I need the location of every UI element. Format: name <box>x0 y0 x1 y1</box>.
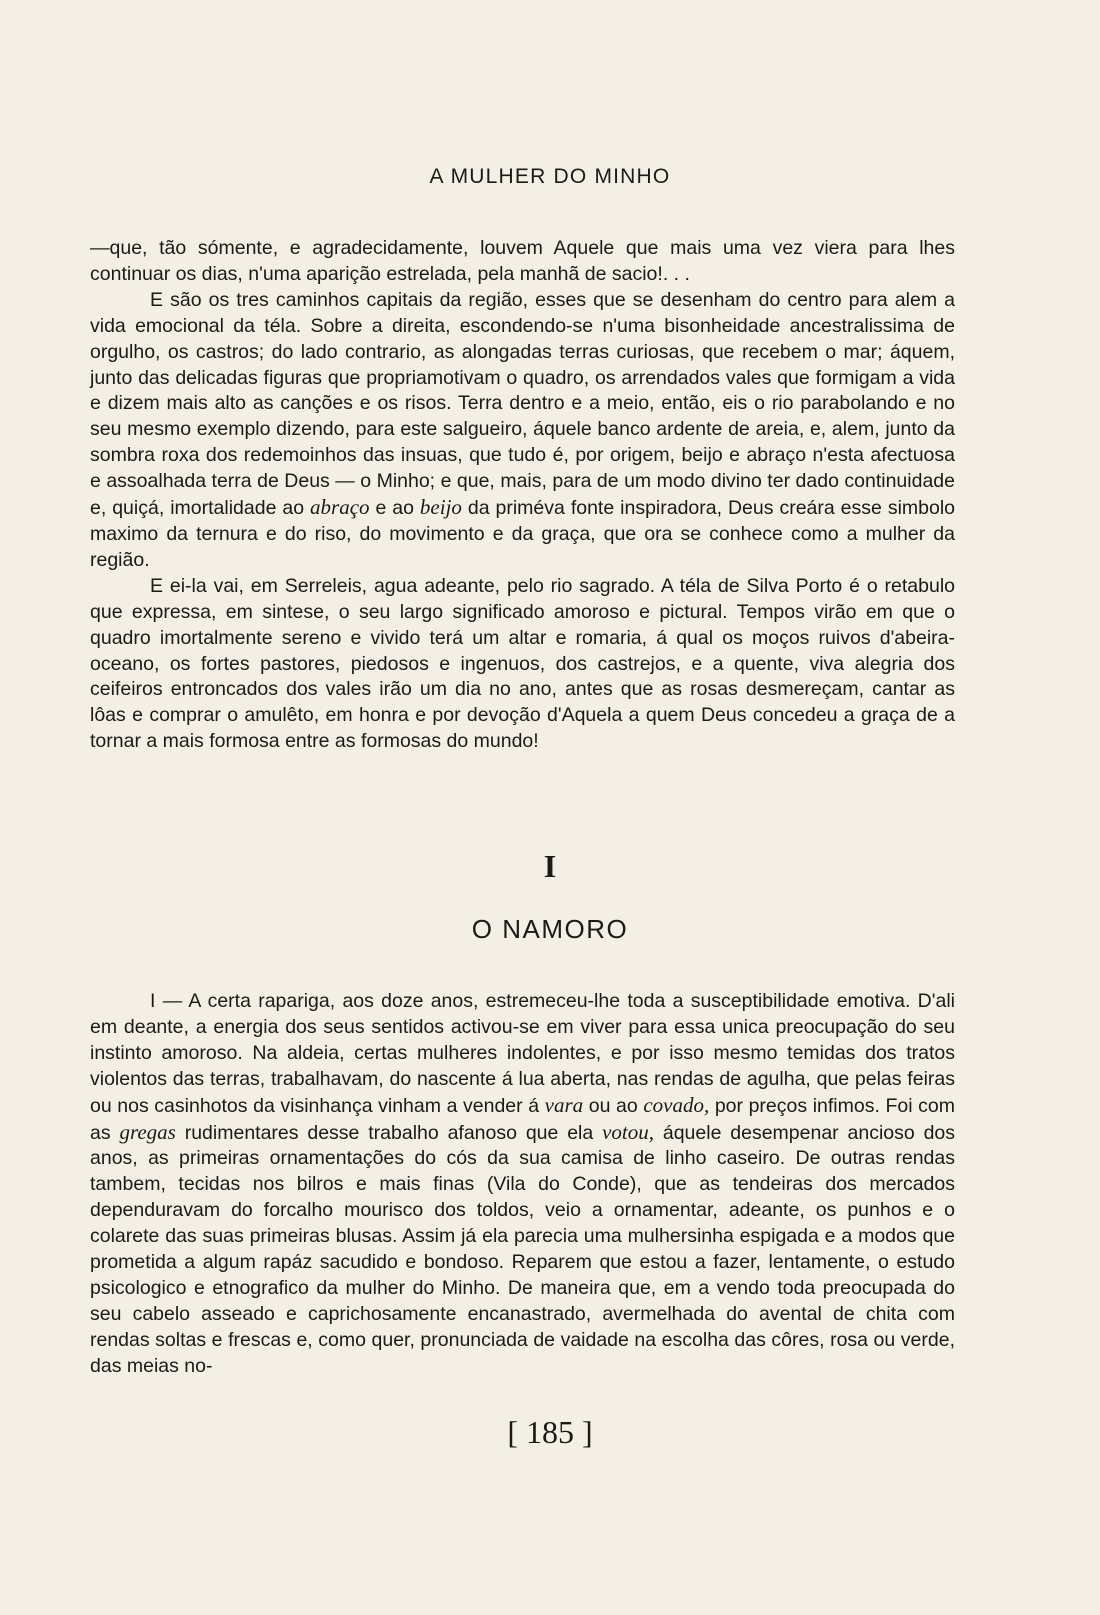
italic-word: beijo <box>419 495 462 520</box>
running-head: A MULHER DO MINHO <box>429 165 671 188</box>
intro-text-block <box>90 236 955 755</box>
text-span: por preços infimos. Foi com as <box>90 1094 955 1144</box>
italic-word: vara <box>544 1092 584 1117</box>
paragraph: E ei-la vai, em Serreleis, agua adeante, pelo rio sagrado. A téla de Silva Porto é o retabulo que expressa, em sintese, o seu largo significado amoroso e pictural. Tempos virão em que o quadro imortalmente sereno e vivido terá um altar e romaria, á qual os moços ruivos d'abeira-oceano, os fortes pastores, piedosos e ingenuos, dos castrejos, e a quente, viva alegria dos ceifeiros entroncados dos vales irão um dia no ano, antes que as rosas desmereçam, cantar as lôas e comprar o amulêto, em honra e por devoção d'Aquela a quem Deus concedeu a graça de a tornar a mais formosa entre as formosas do mundo! <box>90 574 955 753</box>
text-span: rudimentares desse trabalho afanoso que ela <box>184 1121 594 1144</box>
text-span: da priméva fonte inspiradora, Deus creára esse simbolo maximo da ternura e do riso, do movimento e da graça, que ora se conhece como a mulher da região. <box>90 497 956 571</box>
section-text-block <box>90 989 955 1380</box>
paragraph <box>90 989 955 1380</box>
section-numeral: I <box>543 848 557 884</box>
italic-word: gregas <box>119 1119 176 1144</box>
text-span: E são os tres caminhos capitais da região, esses que se desenham do centro para alem a vida emocional da téla. Sobre a direita, escondendo-se n'uma bisonheidade ancestralissima de orgulho, os castros; do lado contrario, as alongadas terras curiosas, que recebem o mar; áquem, junto das delicadas figuras que propriamotivam o quadro, os arrendados vales que formigam a vida e dizem mais alto as canções e os risos. Terra dentro e a meio, então, eis o rio parabolando e no seu mesmo exemplo dizendo, para este salgueiro, áquele banco ardente de areia, e, alem, junto da sombra roxa dos redemoinhos das insuas, que tudo é, por origem, beijo e abraço n'esta afectuosa e assoalhada terra de Deus — o Minho; e que, mais, para de um modo divino ter dado continuidade e, quiçá, imortalidade ao <box>90 288 955 520</box>
text-span: I — A certa rapariga, aos doze anos, estremeceu-lhe toda a susceptibilidade emotiva. D'ali em deante, a energia dos seus sentidos activou-se em viver para essa unica preocupação do seu instinto amoroso. Na aldeia, certas mulheres indolentes, e por isso mesmo temidas dos tratos violentos das terras, trabalhavam, do nascente á lua aberta, nas rendas de agulha, que pelas feiras ou nos casinhotos da visinhança vinham a vender á <box>90 990 955 1117</box>
italic-word: abraço <box>310 495 370 520</box>
paragraph <box>90 288 955 574</box>
text-span: e ao <box>375 497 414 520</box>
section-title: O NAMORO <box>471 914 629 944</box>
italic-word: covado, <box>643 1092 710 1117</box>
text-span: áquele desempenar ancioso dos anos, as primeiras ornamentações do cós da sua camisa de linho caseiro. De outras rendas tambem, tecidas nos bilros e mais finas (Vila do Conde), que as tendeiras dos mercados dependuravam do forcalho mourisco dos toldos, veio a ornamentar, adeante, os punhos e o colarete das suas primeiras blusas. Assim já ela parecia uma mulhersinha espigada e a modos que prometida a algum rapáz sacudido e bondoso. Reparem que estou a fazer, lentamente, o estudo psicologico e etnografico da mulher do Minho. De maneira que, em a vendo toda preocupada do seu cabelo asseado e caprichosamente encanastrado, avermelhada do avental de chita com rendas soltas e frescas e, como quer, pronunciada de vaidade na escolha das côres, rosa ou verde, das meias no- <box>90 1121 956 1377</box>
italic-word: votou, <box>602 1119 654 1144</box>
paragraph: —que, tão sómente, e agradecidamente, louvem Aquele que mais uma vez viera para lhes continuar os dias, n'uma aparição estrelada, pela manhã de sacio!. . . <box>90 237 955 285</box>
text-span: ou ao <box>588 1094 638 1117</box>
page-number: [ 185 ] <box>507 1414 593 1450</box>
